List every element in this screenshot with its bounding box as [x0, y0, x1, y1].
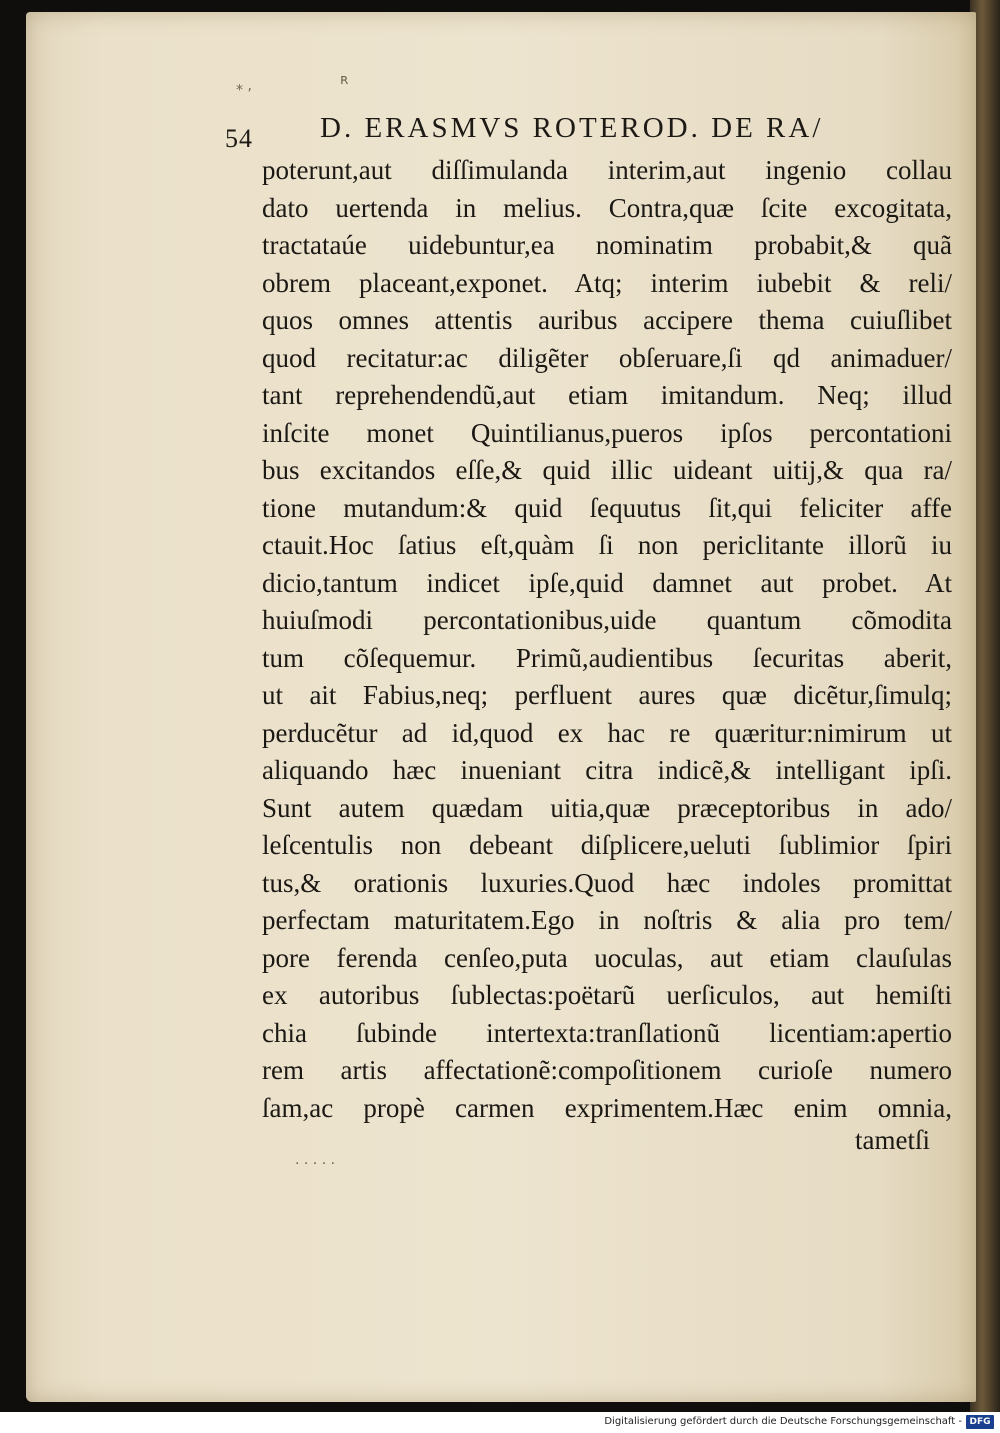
- text-line: ut ait Fabius,neq; perfluent aures quæ dicẽtur,ſimulq;: [262, 680, 952, 710]
- footer-credit-bar: [0, 1413, 1000, 1433]
- text-line: Sunt autem quædam uitia,quæ præceptoribus in ado/: [262, 792, 952, 823]
- text-line: obrem placeant,exponet. Atq; interim iubebit & reli/: [262, 267, 952, 298]
- dfg-logo: DFG: [966, 1415, 994, 1429]
- text-line: perfectam maturitatem.Ego in noſtris & alia pro tem/: [262, 905, 952, 935]
- text-line: quos omnes attentis auribus accipere thema cuiuſlibet: [262, 305, 952, 335]
- catchword: tametſi: [855, 1125, 930, 1155]
- body-text: [262, 152, 952, 1127]
- text-line: aliquando hæc inueniant citra indicẽ,& intelligant ipſi.: [262, 755, 952, 785]
- ink-smudge: ⁎ ,: [236, 78, 252, 94]
- text-line: bus excitandos eſſe,& quid illic uideant uitij,& qua ra/: [262, 455, 952, 485]
- text-line: dicio,tantum indicet ipſe,quid damnet aut probet. At: [262, 567, 952, 598]
- text-line: pore ferenda cenſeo,puta uoculas, aut etiam clauſulas: [262, 942, 952, 973]
- text-line: quod recitatur:ac diligẽter obſeruare,ſi qd animaduer/: [262, 342, 952, 373]
- ink-smudge: · · · · ·: [295, 1156, 336, 1172]
- text-line: tus,& orationis luxuries.Quod hæc indoles promittat: [262, 867, 952, 898]
- text-line: tractataúe uidebuntur,ea nominatim probabit,& quã: [262, 230, 952, 260]
- text-line: inſcite monet Quintilianus,pueros ipſos percontationi: [262, 417, 952, 448]
- text-line: ctauit.Hoc ſatius eſt,quàm ſi non periclitante illorũ iu: [262, 530, 952, 560]
- text-line: leſcentulis non debeant diſplicere,ueluti ſublimior ſpiri: [262, 830, 952, 860]
- page-number: 54: [225, 124, 253, 153]
- text-line: chia ſubinde intertexta:tranſlationũ licentiam:apertio: [262, 1017, 952, 1048]
- text-line: poterunt,aut diſſimulanda interim,aut ingenio collau: [262, 155, 952, 185]
- ink-smudge: ʀ: [340, 72, 349, 88]
- text-line: tum cõſequemur. Primũ,audientibus ſecuritas aberit,: [262, 642, 952, 673]
- text-line: dato uertenda in melius. Contra,quæ ſcite excogitata,: [262, 192, 952, 223]
- text-line: tant reprehendendũ,aut etiam imitandum. Neq; illud: [262, 380, 952, 410]
- text-line: tione mutandum:& quid ſequutus ſit,qui feliciter affe: [262, 492, 952, 523]
- text-line: ex autoribus ſublectas:poëtarũ uerſiculos, aut hemiſti: [262, 980, 952, 1010]
- running-header: D. ERASMVS ROTEROD. DE RA/: [320, 112, 824, 144]
- text-line: rem artis affectationẽ:compoſitionem curioſe numero: [262, 1055, 952, 1085]
- text-line: huiuſmodi percontationibus,uide quantum cõmodita: [262, 605, 952, 635]
- funding-credit: Digitalisierung gefördert durch die Deutsche Forschungsgemeinschaft -: [604, 1416, 962, 1427]
- text-line: ſam,ac propè carmen exprimentem.Hæc enim omnia,: [262, 1092, 952, 1123]
- text-line: perducẽtur ad id,quod ex hac re quæritur:nimirum ut: [262, 717, 952, 748]
